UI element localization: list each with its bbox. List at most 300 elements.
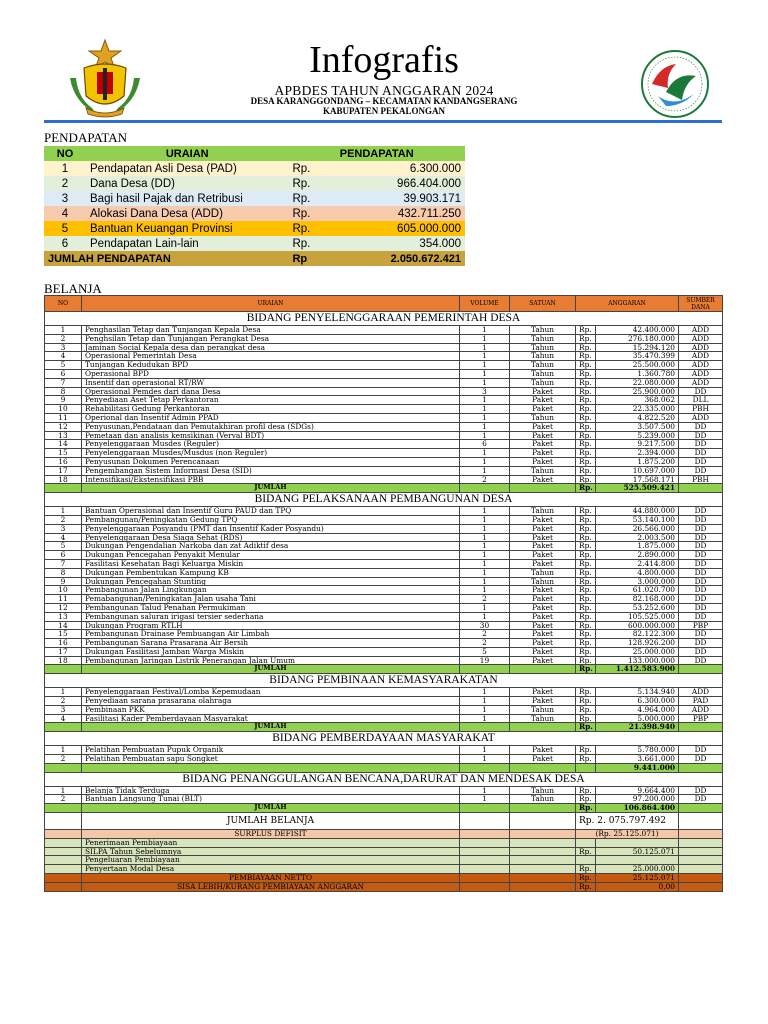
netto-label: PEMBIAYAAN NETTO xyxy=(82,874,460,883)
belanja-row xyxy=(45,343,723,352)
jumlah-rp: Rp. xyxy=(576,665,596,674)
row-no: 1 xyxy=(45,688,82,697)
row-satuan: Tahun xyxy=(510,786,576,795)
row-volume: 1 xyxy=(460,334,510,343)
row-sumber: DD xyxy=(679,656,723,665)
row-volume: 1 xyxy=(460,326,510,335)
bidang-jumlah-row xyxy=(45,665,723,674)
row-volume: 2 xyxy=(460,475,510,484)
row-volume: 1 xyxy=(460,361,510,370)
row-no: 6 xyxy=(61,237,69,250)
row-rp: Rp. xyxy=(576,524,596,533)
silpa-row xyxy=(45,882,723,891)
pendapatan-row xyxy=(44,236,465,251)
row-rp: Rp. xyxy=(576,457,596,466)
row-rp: Rp. xyxy=(576,586,596,595)
row-volume: 2 xyxy=(460,639,510,648)
row-satuan: Tahun xyxy=(510,705,576,714)
row-satuan: Tahun xyxy=(510,352,576,361)
row-volume: 1 xyxy=(460,422,510,431)
blank xyxy=(679,847,723,856)
belanja-row xyxy=(45,603,723,612)
pembiayaan-value xyxy=(596,838,679,847)
row-no: 1 xyxy=(45,746,82,755)
row-no: 2 xyxy=(45,795,82,804)
row-satuan: Paket xyxy=(510,405,576,414)
row-no: 10 xyxy=(45,405,82,414)
blank xyxy=(510,813,576,830)
row-sumber: PBP xyxy=(679,621,723,630)
bidang-title: BIDANG PENANGGULANGAN BENCANA,DARURAT DAN MENDESAK DESA xyxy=(45,772,723,786)
row-satuan: Paket xyxy=(510,431,576,440)
row-amount: 6.300.000 xyxy=(409,162,461,175)
belanja-row xyxy=(45,361,723,370)
pembiayaan-label: Penerimaan Pembiayaan xyxy=(82,838,460,847)
row-rp: Rp. xyxy=(292,192,311,205)
blank xyxy=(679,882,723,891)
row-no: 18 xyxy=(45,475,82,484)
row-uraian: Pembangunan Talud Penahan Permukiman xyxy=(82,603,460,612)
blank xyxy=(510,882,576,891)
belanja-row xyxy=(45,466,723,475)
pembiayaan-rp: Rp. xyxy=(576,847,596,856)
bidang-jumlah-row xyxy=(45,484,723,493)
bidang-jumlah-row xyxy=(45,723,723,732)
row-rp: Rp. xyxy=(576,746,596,755)
bidang-title-row xyxy=(45,732,723,746)
row-uraian: Intensifikasi/Ekstensifikasi PBB xyxy=(82,475,460,484)
belanja-row xyxy=(45,405,723,414)
row-volume: 30 xyxy=(460,621,510,630)
pembiayaan-label: Penyertaan Modal Desa xyxy=(82,865,460,874)
belanja-row xyxy=(45,378,723,387)
row-sumber: ADD xyxy=(679,688,723,697)
row-rp: Rp. xyxy=(576,595,596,604)
row-volume: 1 xyxy=(460,378,510,387)
row-rp: Rp. xyxy=(292,207,311,220)
row-anggaran: 25.500.000 xyxy=(596,361,679,370)
row-uraian: Pembangunan/Peningkatan Gedung TPQ xyxy=(82,515,460,524)
row-uraian: Operasional Pemdes dari dana Desa xyxy=(82,387,460,396)
blank xyxy=(510,847,576,856)
row-uraian: Bantuan Langsung Tunai (BLT) xyxy=(82,795,460,804)
row-no: 16 xyxy=(45,639,82,648)
belanja-row xyxy=(45,507,723,516)
row-volume: 1 xyxy=(460,568,510,577)
jumlah-blank xyxy=(460,484,510,493)
blank xyxy=(45,813,82,830)
row-sumber: DD xyxy=(679,515,723,524)
row-no: 8 xyxy=(45,568,82,577)
row-sumber: PBP xyxy=(679,714,723,723)
row-satuan: Tahun xyxy=(510,466,576,475)
total-label: JUMLAH PENDAPATAN xyxy=(48,252,171,265)
pendapatan-section-label: PENDAPATAN xyxy=(44,130,127,145)
row-anggaran: 53.140.100 xyxy=(596,515,679,524)
belanja-row xyxy=(45,334,723,343)
blank xyxy=(460,882,510,891)
pendapatan-row xyxy=(44,191,465,206)
blank xyxy=(460,813,510,830)
row-no: 12 xyxy=(45,603,82,612)
row-satuan: Paket xyxy=(510,559,576,568)
row-satuan: Paket xyxy=(510,612,576,621)
belanja-row xyxy=(45,422,723,431)
row-rp: Rp. xyxy=(576,603,596,612)
row-anggaran: 17.568.171 xyxy=(596,475,679,484)
row-satuan: Tahun xyxy=(510,334,576,343)
pembiayaan-row xyxy=(45,856,723,865)
netto-rp: Rp. xyxy=(576,874,596,883)
jumlah-label: JUMLAH xyxy=(82,804,460,813)
row-no: 17 xyxy=(45,647,82,656)
jumlah-blank xyxy=(510,763,576,772)
row-sumber: DD xyxy=(679,639,723,648)
row-anggaran: 82.168.000 xyxy=(596,595,679,604)
row-no: 7 xyxy=(45,378,82,387)
row-volume: 1 xyxy=(460,431,510,440)
total-rp: Rp xyxy=(292,252,308,265)
row-sumber: DD xyxy=(679,586,723,595)
row-volume: 1 xyxy=(460,705,510,714)
blank xyxy=(510,865,576,874)
row-satuan: Paket xyxy=(510,656,576,665)
blank xyxy=(679,874,723,883)
row-uraian: Pembangunan Jaringan Listrik Penerangan Jalan Umum xyxy=(82,656,460,665)
pendapatan-row xyxy=(44,206,465,221)
row-volume: 5 xyxy=(460,647,510,656)
row-satuan: Paket xyxy=(510,551,576,560)
belanja-row xyxy=(45,352,723,361)
row-satuan: Tahun xyxy=(510,568,576,577)
row-satuan: Paket xyxy=(510,524,576,533)
row-rp: Rp. xyxy=(576,559,596,568)
row-rp: Rp. xyxy=(576,343,596,352)
jumlah-belanja-row xyxy=(45,813,723,830)
belanja-row xyxy=(45,440,723,449)
row-uraian: Dukungan Fasilitasi Jamban Warga Miskin xyxy=(82,647,460,656)
pendapatan-row xyxy=(44,221,465,236)
pembiayaan-value xyxy=(596,856,679,865)
silpa-label: SISA LEBIH/KURANG PEMBIAYAAN ANGGARAN xyxy=(82,882,460,891)
row-no: 6 xyxy=(45,369,82,378)
row-uraian: Dukungan Pengendalian Narkoba dan zat Adiktif desa xyxy=(82,542,460,551)
row-uraian: Dukungan Program RTLH xyxy=(82,621,460,630)
row-volume: 2 xyxy=(460,595,510,604)
jumlah-rp: Rp. xyxy=(576,804,596,813)
row-anggaran: 5.000.000 xyxy=(596,714,679,723)
jumlah-label: JUMLAH xyxy=(82,484,460,493)
row-sumber: PBH xyxy=(679,475,723,484)
blank xyxy=(460,838,510,847)
row-rp: Rp. xyxy=(576,533,596,542)
blank xyxy=(510,830,576,839)
row-anggaran: 368.062 xyxy=(596,396,679,405)
belanja-section-label: BELANJA xyxy=(44,281,102,296)
row-volume: 1 xyxy=(460,343,510,352)
row-anggaran: 25.900.000 xyxy=(596,387,679,396)
jumlah-blank xyxy=(45,665,82,674)
row-volume: 6 xyxy=(460,440,510,449)
row-sumber: DD xyxy=(679,387,723,396)
row-amount: 966.404.000 xyxy=(397,177,461,190)
row-uraian: Operasional Pemerintah Desa xyxy=(82,352,460,361)
row-rp: Rp. xyxy=(576,466,596,475)
blank xyxy=(679,865,723,874)
row-uraian: Tunjangan Kedudukan BPD xyxy=(82,361,460,370)
row-satuan: Paket xyxy=(510,697,576,706)
row-uraian: Penghsilan Tetap dan Tunjangan Perangkat Desa xyxy=(82,334,460,343)
jumlah-value: 21.398.940 xyxy=(596,723,679,732)
belanja-row xyxy=(45,746,723,755)
row-rp: Rp. xyxy=(576,697,596,706)
row-anggaran: 600.000.000 xyxy=(596,621,679,630)
row-sumber: DD xyxy=(679,551,723,560)
row-rp: Rp. xyxy=(576,568,596,577)
pembiayaan-label: Pengeluaran Pembiayaan xyxy=(82,856,460,865)
row-volume: 1 xyxy=(460,746,510,755)
jumlah-blank xyxy=(679,804,723,813)
belanja-row xyxy=(45,656,723,665)
row-volume: 1 xyxy=(460,515,510,524)
row-uraian: Pembinaan PKK xyxy=(82,705,460,714)
row-anggaran: 15.294.120 xyxy=(596,343,679,352)
row-rp: Rp. xyxy=(576,405,596,414)
row-satuan: Paket xyxy=(510,595,576,604)
surplus-label: SURPLUS DEFISIT xyxy=(82,830,460,839)
row-uraian: Penyelenggaraan Musdes/Musdus (non Reguler) xyxy=(82,449,460,458)
jumlah-belanja-value: Rp. 2. 075.797.492 xyxy=(576,813,679,830)
row-sumber: ADD xyxy=(679,343,723,352)
row-no: 8 xyxy=(45,387,82,396)
jumlah-rp xyxy=(576,763,596,772)
pembiayaan-rp xyxy=(576,838,596,847)
row-anggaran: 105.525.000 xyxy=(596,612,679,621)
row-volume: 1 xyxy=(460,612,510,621)
bidang-title-row xyxy=(45,674,723,688)
row-uraian: Bagi hasil Pajak dan Retribusi xyxy=(90,192,243,205)
row-satuan: Paket xyxy=(510,533,576,542)
pembiayaan-rp xyxy=(576,856,596,865)
row-satuan: Paket xyxy=(510,746,576,755)
row-sumber: DD xyxy=(679,533,723,542)
row-satuan: Paket xyxy=(510,422,576,431)
row-volume: 1 xyxy=(460,405,510,414)
location-line-1: DESA KARANGGONDANG – KECAMATAN KANDANGSERANG xyxy=(250,96,518,106)
silpa-rp: Rp. xyxy=(576,882,596,891)
bidang-title: BIDANG PELAKSANAAN PEMBANGUNAN DESA xyxy=(45,493,723,507)
row-anggaran: 276.180.000 xyxy=(596,334,679,343)
row-uraian: Pembangunan Sarana Prasarana Air Bersih xyxy=(82,639,460,648)
row-no: 13 xyxy=(45,612,82,621)
row-volume: 1 xyxy=(460,413,510,422)
row-anggaran: 4.800.000 xyxy=(596,568,679,577)
bidang-title-row xyxy=(45,493,723,507)
jumlah-blank xyxy=(510,484,576,493)
row-satuan: Tahun xyxy=(510,413,576,422)
row-no: 3 xyxy=(61,192,69,205)
row-anggaran: 22.080.000 xyxy=(596,378,679,387)
row-no: 11 xyxy=(45,595,82,604)
blank xyxy=(510,838,576,847)
blank xyxy=(45,847,82,856)
row-uraian: Fasilitasi Kader Pemberdayaan Masyarakat xyxy=(82,714,460,723)
row-anggaran: 3.507.500 xyxy=(596,422,679,431)
row-rp: Rp. xyxy=(576,688,596,697)
row-no: 18 xyxy=(45,656,82,665)
row-sumber: DD xyxy=(679,431,723,440)
row-satuan: Paket xyxy=(510,630,576,639)
row-satuan: Tahun xyxy=(510,369,576,378)
row-rp: Rp. xyxy=(576,621,596,630)
blank xyxy=(45,865,82,874)
belanja-row xyxy=(45,524,723,533)
row-sumber: DD xyxy=(679,457,723,466)
row-satuan: Tahun xyxy=(510,577,576,586)
row-rp: Rp. xyxy=(576,656,596,665)
silpa-value: 0,00 xyxy=(596,882,679,891)
row-uraian: Fasilitasi Kesehatan Bagi Keluarga Miskin xyxy=(82,559,460,568)
blank xyxy=(460,865,510,874)
row-rp: Rp. xyxy=(576,612,596,621)
row-satuan: Paket xyxy=(510,603,576,612)
row-rp: Rp. xyxy=(292,237,311,250)
row-anggaran: 97.200.000 xyxy=(596,795,679,804)
row-rp: Rp. xyxy=(576,515,596,524)
row-no: 2 xyxy=(45,755,82,764)
row-sumber: ADD xyxy=(679,413,723,422)
row-no: 5 xyxy=(61,222,69,235)
row-no: 4 xyxy=(45,352,82,361)
row-rp: Rp. xyxy=(292,162,311,175)
row-satuan: Paket xyxy=(510,387,576,396)
row-satuan: Tahun xyxy=(510,795,576,804)
row-sumber: DD xyxy=(679,630,723,639)
row-rp: Rp. xyxy=(292,177,311,190)
pembiayaan-rp: Rp. xyxy=(576,865,596,874)
row-amount: 354.000 xyxy=(419,237,461,250)
row-satuan: Paket xyxy=(510,688,576,697)
row-sumber: PAD xyxy=(679,697,723,706)
row-sumber: DD xyxy=(679,507,723,516)
col-sumber-header: SUMBER DANA xyxy=(679,296,723,312)
row-volume: 1 xyxy=(460,688,510,697)
row-uraian: Rehabilitasi Gedung Perkantoran xyxy=(82,405,460,414)
row-anggaran: 82.122.300 xyxy=(596,630,679,639)
belanja-row xyxy=(45,533,723,542)
jumlah-blank xyxy=(460,804,510,813)
jumlah-blank xyxy=(460,665,510,674)
row-no: 12 xyxy=(45,422,82,431)
pendapatan-row xyxy=(44,161,465,176)
row-anggaran: 22.335.000 xyxy=(596,405,679,414)
row-no: 5 xyxy=(45,361,82,370)
belanja-row xyxy=(45,630,723,639)
row-volume: 1 xyxy=(460,449,510,458)
row-sumber: DD xyxy=(679,440,723,449)
row-volume: 3 xyxy=(460,387,510,396)
row-sumber: DD xyxy=(679,746,723,755)
belanja-row xyxy=(45,551,723,560)
row-uraian: Pendapatan Lain-lain xyxy=(90,237,199,250)
header-divider xyxy=(44,120,722,123)
row-uraian: Penyelenggaraan Festival/Lomba Kepemudaan xyxy=(82,688,460,697)
blank xyxy=(460,856,510,865)
row-rp: Rp. xyxy=(576,326,596,335)
row-uraian: Pemabangunan/Peningkatan Jalan usaha Tani xyxy=(82,595,460,604)
row-volume: 1 xyxy=(460,697,510,706)
belanja-row xyxy=(45,413,723,422)
row-anggaran: 133.000.000 xyxy=(596,656,679,665)
row-rp: Rp. xyxy=(576,542,596,551)
belanja-row xyxy=(45,387,723,396)
row-rp: Rp. xyxy=(576,361,596,370)
belanja-row xyxy=(45,688,723,697)
row-sumber: ADD xyxy=(679,369,723,378)
row-amount: 432.711.250 xyxy=(397,207,461,220)
jumlah-blank xyxy=(460,723,510,732)
surplus-row xyxy=(45,830,723,839)
belanja-row xyxy=(45,396,723,405)
jumlah-blank xyxy=(45,804,82,813)
jumlah-blank xyxy=(45,763,82,772)
row-uraian: Dukungan Pencegahan Penyakit Menular xyxy=(82,551,460,560)
row-volume: 1 xyxy=(460,559,510,568)
row-satuan: Tahun xyxy=(510,326,576,335)
row-satuan: Tahun xyxy=(510,361,576,370)
row-uraian: Pelatihan Pembuatan sapu Songket xyxy=(82,755,460,764)
blank xyxy=(679,813,723,830)
row-anggaran: 35.470.399 xyxy=(596,352,679,361)
row-no: 17 xyxy=(45,466,82,475)
row-sumber: DD xyxy=(679,568,723,577)
row-amount: 605.000.000 xyxy=(397,222,461,235)
blank xyxy=(460,847,510,856)
row-sumber: DD xyxy=(679,422,723,431)
row-amount: 39.903.171 xyxy=(403,192,461,205)
bidang-title: BIDANG PEMBINAAN KEMASYARAKATAN xyxy=(45,674,723,688)
row-sumber: DD xyxy=(679,612,723,621)
row-sumber: DD xyxy=(679,647,723,656)
belanja-row xyxy=(45,369,723,378)
belanja-row xyxy=(45,612,723,621)
row-no: 4 xyxy=(45,533,82,542)
col-satuan-header: SATUAN xyxy=(510,296,576,312)
blank xyxy=(45,830,82,839)
jumlah-blank xyxy=(510,665,576,674)
pendapatan-table xyxy=(44,146,465,266)
row-sumber: DD xyxy=(679,795,723,804)
row-rp: Rp. xyxy=(576,639,596,648)
bidang-jumlah-row xyxy=(45,763,723,772)
col-uraian-header: URAIAN xyxy=(82,296,460,312)
row-rp: Rp. xyxy=(576,551,596,560)
row-anggaran: 6.300.000 xyxy=(596,697,679,706)
jumlah-blank xyxy=(45,723,82,732)
row-volume: 1 xyxy=(460,507,510,516)
row-no: 2 xyxy=(45,334,82,343)
row-volume: 1 xyxy=(460,396,510,405)
row-rp: Rp. xyxy=(292,222,311,235)
row-anggaran: 9.664.400 xyxy=(596,786,679,795)
page-header xyxy=(0,0,768,124)
row-anggaran: 42.400.000 xyxy=(596,326,679,335)
row-satuan: Tahun xyxy=(510,378,576,387)
row-uraian: Penyelenggaraan Musdes (Reguler) xyxy=(82,440,460,449)
row-uraian: Penyusunan Dokumen Perencanaan xyxy=(82,457,460,466)
row-anggaran: 5.780.000 xyxy=(596,746,679,755)
row-rp: Rp. xyxy=(576,705,596,714)
